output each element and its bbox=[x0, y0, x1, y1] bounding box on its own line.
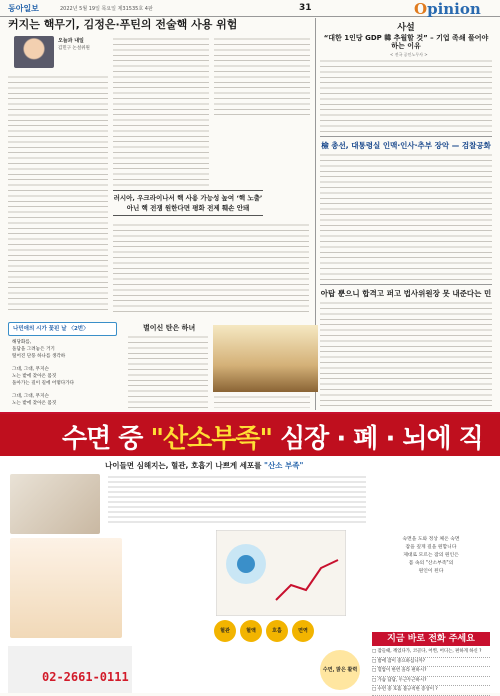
editorial-1-sub: < 전국 공인노무사 > bbox=[390, 52, 428, 57]
ad-circle-4: 면역 bbox=[292, 620, 314, 642]
poem-commentary bbox=[128, 334, 208, 408]
author-name: 김민구 논설위원 bbox=[58, 46, 90, 51]
editorial-3-body bbox=[320, 300, 492, 408]
editorial-label: 사설 bbox=[397, 23, 415, 33]
author-photo bbox=[14, 36, 54, 68]
poem-box-header: 나민애의 시가 꽃핀 날 〈2번〉 bbox=[8, 322, 117, 336]
editorial-3-title: 아탑 뿐으니 합격고 퍼고 법사위원장 못 내준다는 민 bbox=[320, 289, 492, 298]
divider bbox=[320, 136, 492, 137]
ad-quote-line: 원인이 된다 bbox=[418, 569, 444, 574]
ad-photo-doctor bbox=[10, 474, 100, 534]
ad-circle-3: 호흡 bbox=[266, 620, 288, 642]
ad-checklist bbox=[372, 648, 490, 696]
ad-quote-line: 몸 속의 "산소부족"의 bbox=[408, 561, 454, 566]
poem-line: 노는 밭에 찾아온 몸짓 bbox=[12, 373, 57, 379]
ad-quote-line: 제대로 모르는 잠의 원인은 bbox=[403, 553, 459, 558]
poem-line: 그대, 그대, 무지슨 bbox=[12, 394, 49, 400]
ad-infographic bbox=[216, 530, 346, 616]
sunset-photo bbox=[213, 325, 318, 392]
ad-body-text bbox=[108, 474, 366, 524]
page-number: 31 bbox=[299, 3, 312, 13]
ad-quote-line: 숙면을 도와 정상 체온 숙면 bbox=[402, 537, 460, 542]
poem-line: 그대, 그대, 무지슨 bbox=[12, 367, 49, 373]
divider bbox=[320, 284, 492, 285]
editorial-1-title: “대한 1인당 GDP 韓 추월할 것” – 기업 족쇄 풀어야 하는 이유 bbox=[323, 34, 489, 50]
column-body-2 bbox=[113, 36, 209, 186]
newspaper-logo: 동아일보 bbox=[8, 3, 39, 13]
column-body-4 bbox=[113, 222, 309, 314]
column-body-3 bbox=[214, 36, 310, 116]
column-body-1 bbox=[8, 74, 108, 314]
ad-checklist-item: □ 가슴 답답, 두근두근하시? bbox=[372, 677, 490, 687]
pull-quote: 러시아, 우크라이나서 핵 사용 가능성 높여 ‘핵 노출’ 아닌 핵 전쟁 원한다면 평화 전제 훼손 안돼 bbox=[113, 190, 263, 216]
ad-quote-line: 잠을 깊게 길을 원합니다 bbox=[405, 545, 457, 550]
ad-checklist-item: □ 밤에 잠이 중요하십니까? bbox=[372, 658, 490, 668]
poem-commentary-2 bbox=[214, 394, 310, 408]
ad-badge: 수면, 맑은 활력 bbox=[320, 650, 360, 690]
poem-line: 노는 밭에 찾아온 몸짓 bbox=[12, 401, 57, 407]
column-title: 커지는 핵무기, 김정은·푸틴의 전술핵 사용 위험 bbox=[8, 18, 238, 31]
editorial-2-body bbox=[320, 152, 492, 280]
ad-call-title: 지금 바로 전화 주세요 bbox=[372, 632, 490, 646]
editorial-1-body bbox=[320, 58, 492, 132]
ad-quote bbox=[372, 536, 490, 576]
ad-phone-number[interactable]: 02-2661-0111 bbox=[42, 670, 129, 684]
ad-product-photo bbox=[10, 538, 122, 638]
byline bbox=[58, 38, 108, 52]
section-logo: Opinion bbox=[414, 0, 481, 18]
ad-headline: 수면 중 "산소부족" 심장 · 폐 · 뇌에 직 bbox=[62, 424, 483, 454]
poem-line: 떨어진 단풍 하나를 생각하 bbox=[12, 353, 66, 359]
ad-checklist-item: □ 잠들때, 깨었다가, 코골다, 어쩐, 어디는, 편하게 하신 ? bbox=[372, 648, 490, 658]
page-header bbox=[0, 0, 500, 17]
ad-circle-1: 혈관 bbox=[214, 620, 236, 642]
ad-checklist-item: □ 혈압이 한번 올라 편하시? bbox=[372, 667, 490, 677]
poem-text bbox=[12, 340, 74, 408]
ad-checklist-item: □ 수면 중 호흡 불규칙한 증상이 ? bbox=[372, 686, 490, 696]
advertisement bbox=[0, 412, 500, 693]
ad-subline: 나이들면 심해지는, 혈관, 호흡기 나쁘게 세포를 "산소 부족" bbox=[105, 461, 304, 470]
ad-circle-2: 혈액 bbox=[240, 620, 262, 642]
poem-line: 돌담을 그려놓은 거기 bbox=[12, 346, 55, 352]
ad-headline-banner bbox=[0, 414, 500, 456]
poem-line: 돌아가는 길이 길에 어떻다가다 bbox=[12, 380, 75, 386]
poem-line: 해당화를, bbox=[12, 340, 32, 345]
issue-date: 2022년 5월 19일 목요일 제31535호 4판 bbox=[60, 6, 153, 12]
editorial-2-title: 檢 총선, 대통령실 인맥·인사·추부 장악 — 검찰공화 bbox=[321, 141, 491, 150]
series-name: 오늘과 내일 bbox=[58, 38, 84, 44]
poem-column-title: 별이신 탄은 하녀 bbox=[143, 324, 196, 332]
